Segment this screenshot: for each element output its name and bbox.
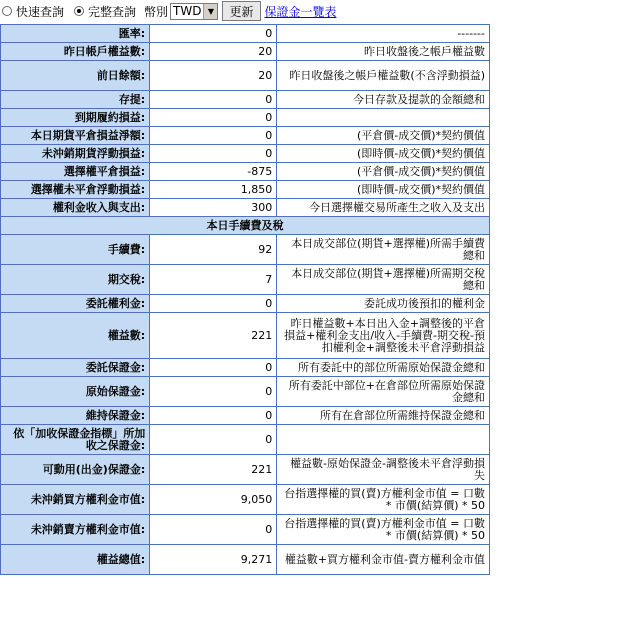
margin-list-link[interactable]: 保證金一覽表 bbox=[264, 4, 337, 19]
row-value: 9,271 bbox=[150, 545, 276, 574]
table-row bbox=[1, 407, 489, 424]
table-row bbox=[1, 91, 489, 108]
row-label: 未沖銷買方權利金市值: bbox=[1, 485, 149, 514]
table-row bbox=[1, 377, 489, 406]
row-label: 選擇權未平倉浮動損益: bbox=[1, 181, 149, 198]
row-value: 92 bbox=[150, 235, 276, 264]
table-row bbox=[1, 25, 489, 42]
radio-checked-icon bbox=[74, 6, 84, 16]
table-row bbox=[1, 485, 489, 514]
row-description: 昨日收盤後之帳戶權益數 bbox=[277, 43, 489, 60]
table-row bbox=[1, 61, 489, 90]
row-value: 0 bbox=[150, 295, 276, 312]
full-query-label: 完整查詢 bbox=[88, 4, 137, 19]
table-row bbox=[1, 163, 489, 180]
table-row bbox=[1, 235, 489, 264]
row-value: 1,850 bbox=[150, 181, 276, 198]
row-description: 權益數-原始保證金-調整後未平倉浮動損失 bbox=[277, 455, 489, 484]
row-label: 手續費: bbox=[1, 235, 149, 264]
row-value: 221 bbox=[150, 455, 276, 484]
row-value: 0 bbox=[150, 407, 276, 424]
currency-label: 幣別 bbox=[144, 4, 169, 19]
row-value: -875 bbox=[150, 163, 276, 180]
quick-query-label: 快速查詢 bbox=[16, 4, 65, 19]
full-query-radio[interactable] bbox=[74, 3, 136, 20]
row-description: 所有在倉部位所需維持保證金總和 bbox=[277, 407, 489, 424]
row-value: 20 bbox=[150, 61, 276, 90]
margin-table bbox=[0, 24, 490, 575]
dropdown-arrow-icon[interactable]: ▼ bbox=[203, 4, 217, 19]
table-row bbox=[1, 127, 489, 144]
row-value: 0 bbox=[150, 109, 276, 126]
quick-query-radio[interactable] bbox=[2, 3, 64, 20]
row-description: 台指選擇權的買(賣)方權利金市值 = 口數 * 市價(結算價) * 50 bbox=[277, 485, 489, 514]
table-row bbox=[1, 145, 489, 162]
row-value: 0 bbox=[150, 515, 276, 544]
row-value: 300 bbox=[150, 199, 276, 216]
table-row bbox=[1, 295, 489, 312]
row-value: 20 bbox=[150, 43, 276, 60]
table-row bbox=[1, 43, 489, 60]
currency-select[interactable] bbox=[170, 3, 218, 20]
table-row bbox=[1, 359, 489, 376]
row-label: 依「加收保證金指標」所加收之保證金: bbox=[1, 425, 149, 454]
row-description: 昨日權益數+本日出入金+調整後的平倉損益+權利金支出/收入-手續費-期交稅-預扣權利金+調整後未平倉浮動損益 bbox=[277, 313, 489, 358]
currency-value: TWD bbox=[173, 4, 202, 18]
row-description: (即時價-成交價)*契約價值 bbox=[277, 145, 489, 162]
row-value: 0 bbox=[150, 359, 276, 376]
table-row bbox=[1, 515, 489, 544]
row-value: 9,050 bbox=[150, 485, 276, 514]
update-button[interactable]: 更新 bbox=[222, 1, 260, 21]
table-row bbox=[1, 455, 489, 484]
row-label: 委託權利金: bbox=[1, 295, 149, 312]
row-description: 所有委託中的部位所需原始保證金總和 bbox=[277, 359, 489, 376]
table-row bbox=[1, 545, 489, 574]
row-value: 7 bbox=[150, 265, 276, 294]
row-label: 選擇權平倉損益: bbox=[1, 163, 149, 180]
table-row bbox=[1, 109, 489, 126]
row-description: 所有委託中部位+在倉部位所需原始保證金總和 bbox=[277, 377, 489, 406]
row-label: 期交稅: bbox=[1, 265, 149, 294]
row-value: 0 bbox=[150, 377, 276, 406]
row-label: 維持保證金: bbox=[1, 407, 149, 424]
table-row bbox=[1, 265, 489, 294]
row-description: 昨日收盤後之帳戶權益數(不含浮動損益) bbox=[277, 61, 489, 90]
row-label: 原始保證金: bbox=[1, 377, 149, 406]
row-value: 221 bbox=[150, 313, 276, 358]
row-label: 可動用(出金)保證金: bbox=[1, 455, 149, 484]
row-label: 未沖銷賣方權利金市值: bbox=[1, 515, 149, 544]
table-row bbox=[1, 181, 489, 198]
row-value: 0 bbox=[150, 127, 276, 144]
row-label: 權利金收入與支出: bbox=[1, 199, 149, 216]
row-description: 權益數+買方權利金市值-賣方權利金市值 bbox=[277, 545, 489, 574]
row-label: 權益總值: bbox=[1, 545, 149, 574]
row-description: (平倉價-成交價)*契約價值 bbox=[277, 127, 489, 144]
row-value: 0 bbox=[150, 91, 276, 108]
row-description: 台指選擇權的買(賣)方權利金市值 = 口數 * 市價(結算價) * 50 bbox=[277, 515, 489, 544]
section-title: 本日手續費及稅 bbox=[1, 217, 489, 234]
row-value: 0 bbox=[150, 145, 276, 162]
row-description: 今日存款及提款的金額總和 bbox=[277, 91, 489, 108]
section-header-row bbox=[1, 217, 489, 234]
row-label: 到期履約損益: bbox=[1, 109, 149, 126]
row-label: 委託保證金: bbox=[1, 359, 149, 376]
row-description: 委託成功後預扣的權利金 bbox=[277, 295, 489, 312]
row-label: 昨日帳戶權益數: bbox=[1, 43, 149, 60]
row-label: 匯率: bbox=[1, 25, 149, 42]
row-description: 本日成交部位(期貨+選擇權)所需手續費總和 bbox=[277, 235, 489, 264]
row-label: 權益數: bbox=[1, 313, 149, 358]
row-description: (平倉價-成交價)*契約價值 bbox=[277, 163, 489, 180]
row-description: (即時價-成交價)*契約價值 bbox=[277, 181, 489, 198]
table-row bbox=[1, 313, 489, 358]
row-label: 未沖銷期貨浮動損益: bbox=[1, 145, 149, 162]
row-description bbox=[277, 425, 489, 454]
query-toolbar bbox=[0, 0, 490, 22]
radio-unchecked-icon bbox=[2, 6, 12, 16]
row-value: 0 bbox=[150, 25, 276, 42]
row-description: 今日選擇權交易所產生之收入及支出 bbox=[277, 199, 489, 216]
table-row bbox=[1, 425, 489, 454]
row-label: 前日餘額: bbox=[1, 61, 149, 90]
row-label: 本日期貨平倉損益淨額: bbox=[1, 127, 149, 144]
row-description: ------- bbox=[277, 25, 489, 42]
row-description bbox=[277, 109, 489, 126]
table-row bbox=[1, 199, 489, 216]
row-label: 存提: bbox=[1, 91, 149, 108]
row-value: 0 bbox=[150, 425, 276, 454]
row-description: 本日成交部位(期貨+選擇權)所需期交稅總和 bbox=[277, 265, 489, 294]
